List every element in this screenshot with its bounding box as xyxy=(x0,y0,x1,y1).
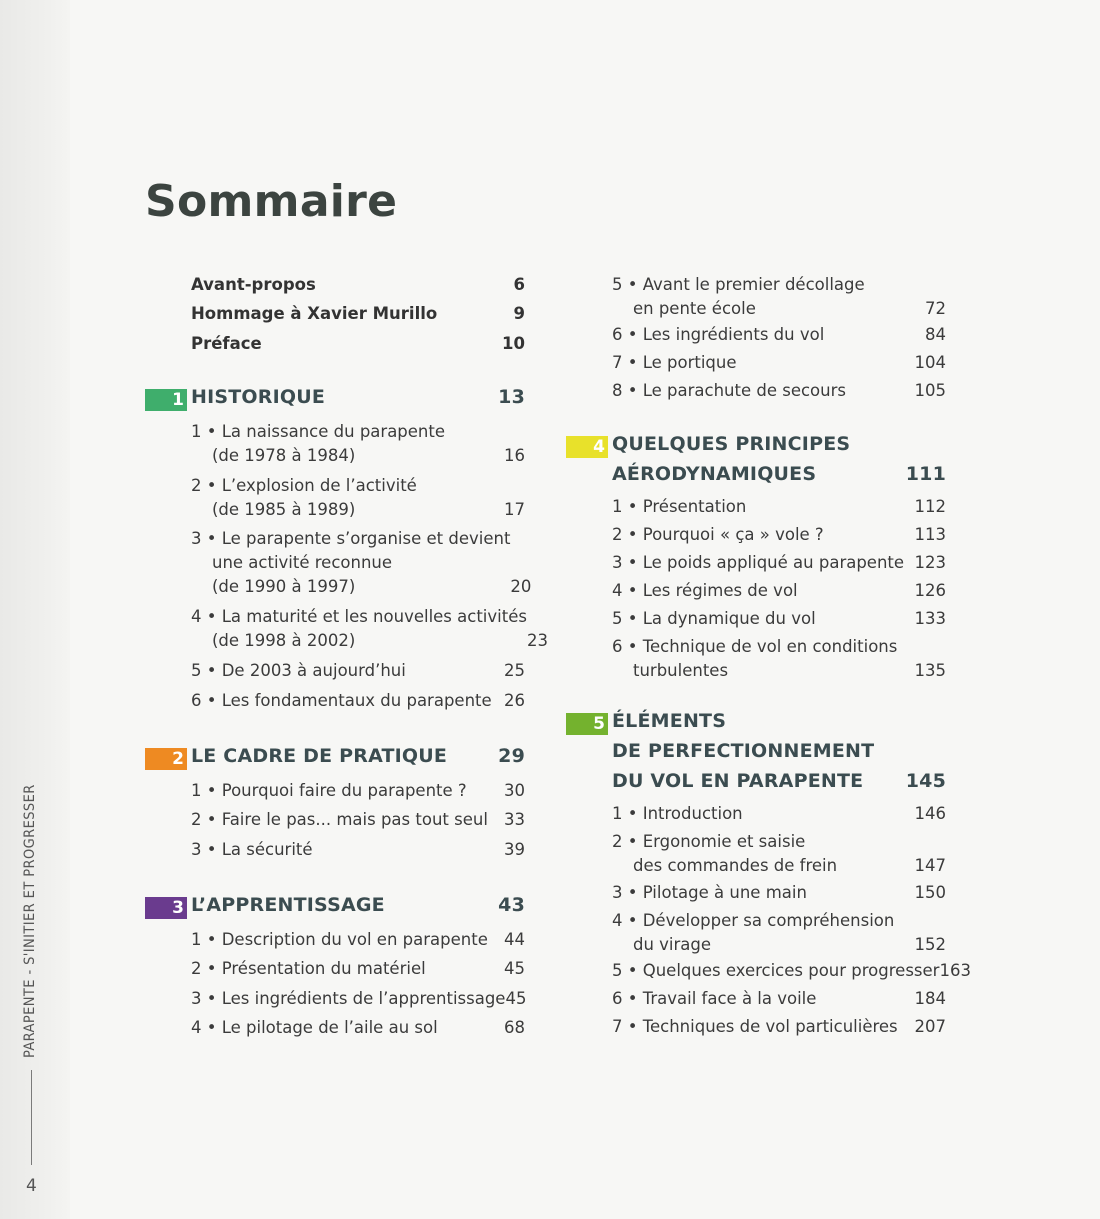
toc-entry-page: 33 xyxy=(504,810,525,829)
toc-entry[interactable] xyxy=(191,987,525,1011)
toc-entry-label: 1 • Description du vol en parapente xyxy=(191,930,488,949)
toc-entry-label: 2 • Faire le pas... mais pas tout seul xyxy=(191,810,488,829)
section-page: 43 xyxy=(498,894,525,916)
toc-entry[interactable] xyxy=(612,909,946,957)
toc-entry[interactable] xyxy=(612,323,946,347)
running-title: PARAPENTE - S'INITIER ET PROGRESSER xyxy=(22,784,38,1058)
toc-entry-page: 25 xyxy=(504,661,525,680)
toc-entry-page: 126 xyxy=(914,581,946,600)
toc-entry[interactable] xyxy=(612,607,946,631)
toc-entry-label: 7 • Le portique xyxy=(612,353,737,372)
toc-entry[interactable] xyxy=(612,273,946,321)
toc-entry-label-cont: des commandes de frein xyxy=(632,856,838,875)
toc-entry-page: 26 xyxy=(504,691,525,710)
toc-entry-page: 184 xyxy=(914,989,946,1008)
toc-entry-label: 2 • L’explosion de l’activité xyxy=(191,476,417,495)
toc-entry-label: 4 • La maturité et les nouvelles activités xyxy=(191,607,527,626)
section-title: L’APPRENTISSAGE xyxy=(191,894,385,916)
section-title: LE CADRE DE PRATIQUE xyxy=(191,745,448,767)
section-number: 4 xyxy=(593,437,605,457)
toc-entry-label: Hommage à Xavier Murillo xyxy=(191,304,438,323)
toc-entry-page: 45 xyxy=(504,959,525,978)
toc-entry[interactable] xyxy=(612,987,946,1011)
toc-entry-label: Avant-propos xyxy=(191,275,316,294)
toc-entry-label-cont: en pente école xyxy=(632,299,756,318)
toc-entry[interactable] xyxy=(191,957,525,981)
toc-entry[interactable] xyxy=(191,779,525,803)
toc-entry[interactable] xyxy=(191,808,525,832)
toc-entry-label: 4 • Les régimes de vol xyxy=(612,581,798,600)
toc-entry[interactable] xyxy=(612,830,946,878)
toc-entry-label: 6 • Technique de vol en conditions xyxy=(612,637,898,656)
section-heading[interactable] xyxy=(191,894,525,916)
section-number-badge xyxy=(566,713,608,735)
section-title: HISTORIQUE xyxy=(191,386,326,408)
section-number: 1 xyxy=(172,390,184,410)
section-title-cont: DE PERFECTIONNEMENT xyxy=(612,740,875,762)
toc-entry-page: 44 xyxy=(504,930,525,949)
section-heading[interactable] xyxy=(191,386,525,408)
toc-entry-label: Préface xyxy=(191,334,262,353)
section-number-badge xyxy=(145,748,187,770)
toc-entry-page: 30 xyxy=(504,781,525,800)
section-page: 145 xyxy=(905,770,946,792)
toc-entry-label: 2 • Présentation du matériel xyxy=(191,959,426,978)
toc-entry-label: 1 • Introduction xyxy=(612,804,743,823)
toc-entry-label: 6 • Travail face à la voile xyxy=(612,989,817,1008)
toc-entry[interactable] xyxy=(612,379,946,403)
section-heading-cont[interactable] xyxy=(612,463,946,485)
section-number-badge xyxy=(145,897,187,919)
toc-entry-label-cont: (de 1985 à 1989) xyxy=(211,500,356,519)
toc-entry[interactable] xyxy=(191,1016,525,1040)
toc-entry-page: 112 xyxy=(914,497,946,516)
toc-entry[interactable] xyxy=(612,881,946,905)
toc-entry-label-cont: (de 1978 à 1984) xyxy=(211,446,356,465)
toc-entry-page: 104 xyxy=(914,353,946,372)
section-page: 29 xyxy=(498,745,525,767)
toc-entry-label: 6 • Les fondamentaux du parapente xyxy=(191,691,492,710)
toc-entry[interactable] xyxy=(612,523,946,547)
section-heading[interactable] xyxy=(612,433,946,455)
toc-entry-page: 105 xyxy=(914,381,946,400)
section-heading-cont[interactable] xyxy=(612,770,946,792)
toc-entry[interactable] xyxy=(612,1015,946,1039)
toc-entry-page: 17 xyxy=(504,500,525,519)
toc-entry[interactable] xyxy=(191,689,525,713)
page-spine-margin xyxy=(0,0,70,1219)
toc-entry-label: 1 • La naissance du parapente xyxy=(191,422,446,441)
spine-rule xyxy=(31,1070,32,1165)
toc-entry-label: 2 • Pourquoi « ça » vole ? xyxy=(612,525,824,544)
toc-entry[interactable] xyxy=(612,959,971,983)
section-title: ÉLÉMENTS xyxy=(612,710,727,732)
toc-entry-label: 8 • Le parachute de secours xyxy=(612,381,846,400)
toc-entry-label: 4 • Le pilotage de l’aile au sol xyxy=(191,1018,438,1037)
section-heading[interactable] xyxy=(612,710,946,732)
toc-entry[interactable] xyxy=(612,635,946,683)
toc-entry[interactable] xyxy=(191,474,525,522)
toc-front-item[interactable] xyxy=(191,332,525,356)
toc-entry-label: 3 • Les ingrédients de l’apprentissage xyxy=(191,989,506,1008)
toc-entry-page: 6 xyxy=(513,275,525,294)
toc-entry-label: 6 • Les ingrédients du vol xyxy=(612,325,825,344)
toc-entry[interactable] xyxy=(612,551,946,575)
toc-entry-label: 3 • Pilotage à une main xyxy=(612,883,807,902)
toc-entry-label: 2 • Ergonomie et saisie xyxy=(612,832,806,851)
toc-entry-label: 3 • Le parapente s’organise et devient xyxy=(191,529,511,548)
toc-entry-page: 84 xyxy=(925,325,946,344)
toc-entry[interactable] xyxy=(612,579,946,603)
toc-entry[interactable] xyxy=(191,420,525,468)
toc-entry-page: 45 xyxy=(505,989,527,1008)
section-title: QUELQUES PRINCIPES xyxy=(612,433,851,455)
section-title-cont: AÉRODYNAMIQUES xyxy=(612,463,817,485)
toc-entry[interactable] xyxy=(191,659,525,683)
page-title: Sommaire xyxy=(145,176,398,227)
toc-entry-page: 10 xyxy=(502,334,525,353)
toc-entry-page: 135 xyxy=(914,661,946,680)
toc-entry-label: 3 • Le poids appliqué au parapente xyxy=(612,553,905,572)
toc-entry-page: 23 xyxy=(526,631,548,650)
toc-entry-page: 20 xyxy=(510,577,532,596)
toc-entry-page: 113 xyxy=(914,525,946,544)
toc-entry-page: 150 xyxy=(914,883,946,902)
toc-entry[interactable] xyxy=(191,838,525,862)
toc-entry-label: 5 • De 2003 à aujourd’hui xyxy=(191,661,406,680)
section-number: 5 xyxy=(593,714,605,734)
toc-entry-label-cont: turbulentes xyxy=(632,661,729,680)
toc-entry-label: 4 • Développer sa compréhension xyxy=(612,911,895,930)
toc-entry-page: 9 xyxy=(513,304,525,323)
toc-entry-page: 16 xyxy=(504,446,525,465)
toc-entry-label: 1 • Pourquoi faire du parapente ? xyxy=(191,781,467,800)
section-page: 111 xyxy=(905,463,946,485)
toc-entry-label-cont: (de 1990 à 1997) xyxy=(211,577,356,596)
section-page: 13 xyxy=(498,386,525,408)
toc-entry-page: 133 xyxy=(914,609,946,628)
toc-entry[interactable] xyxy=(191,928,525,952)
section-number-badge xyxy=(145,389,187,411)
toc-entry[interactable] xyxy=(612,351,946,375)
toc-entry-page: 39 xyxy=(504,840,525,859)
toc-entry-page: 123 xyxy=(914,553,946,572)
section-title-cont: DU VOL EN PARAPENTE xyxy=(612,770,864,792)
toc-entry-label-cont: (de 1998 à 2002) xyxy=(211,631,356,650)
toc-entry-label: 5 • Avant le premier décollage xyxy=(612,275,865,294)
toc-entry[interactable] xyxy=(191,527,532,599)
toc-entry[interactable] xyxy=(191,605,548,653)
section-number: 3 xyxy=(172,898,184,918)
toc-entry-page: 163 xyxy=(939,961,971,980)
toc-entry-label: 5 • La dynamique du vol xyxy=(612,609,816,628)
section-heading[interactable] xyxy=(191,745,525,767)
toc-entry-label: 3 • La sécurité xyxy=(191,840,313,859)
section-number: 2 xyxy=(172,749,184,769)
toc-entry-page: 146 xyxy=(914,804,946,823)
toc-entry-page: 68 xyxy=(504,1018,525,1037)
toc-entry-label: 7 • Techniques de vol particulières xyxy=(612,1017,898,1036)
toc-entry-page: 152 xyxy=(914,935,946,954)
toc-front-item[interactable] xyxy=(191,273,525,297)
toc-entry[interactable] xyxy=(612,495,946,519)
toc-entry-page: 207 xyxy=(914,1017,946,1036)
toc-entry-label-cont: une activité reconnue xyxy=(211,553,393,572)
toc-front-item[interactable] xyxy=(191,302,525,326)
toc-entry-label-cont: du virage xyxy=(632,935,712,954)
section-number-badge xyxy=(566,436,608,458)
toc-entry-page: 147 xyxy=(914,856,946,875)
toc-entry-page: 72 xyxy=(925,299,946,318)
toc-entry-label: 5 • Quelques exercices pour progresser xyxy=(612,961,940,980)
toc-entry[interactable] xyxy=(612,802,946,826)
page-number: 4 xyxy=(26,1176,37,1196)
section-heading-cont[interactable] xyxy=(612,740,946,762)
toc-entry-label: 1 • Présentation xyxy=(612,497,747,516)
